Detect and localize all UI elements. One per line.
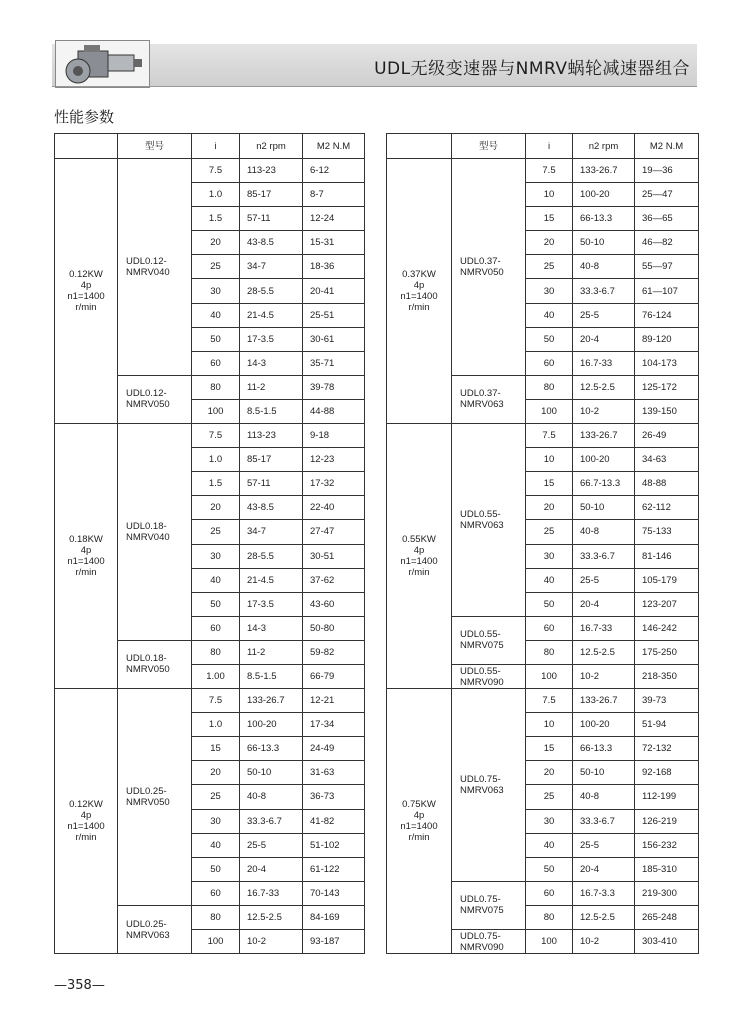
torque-cell: 175-250	[635, 640, 699, 664]
torque-cell: 55—97	[635, 255, 699, 279]
speed-cell: 85-17	[240, 183, 303, 207]
ratio-cell: 100	[192, 399, 240, 423]
torque-cell: 123-207	[635, 592, 699, 616]
torque-cell: 51-102	[303, 833, 365, 857]
torque-cell: 75-133	[635, 520, 699, 544]
model-line: NMRV090	[460, 676, 504, 688]
speed-cell: 40-8	[240, 785, 303, 809]
speed-cell: 28-5.5	[240, 544, 303, 568]
speed-cell: 133-26.7	[573, 689, 635, 713]
model-line: NMRV040	[126, 266, 170, 278]
ratio-cell: 15	[192, 737, 240, 761]
model-cell	[452, 930, 526, 954]
power-line: r/min	[75, 832, 97, 844]
speed-cell: 113-23	[240, 424, 303, 448]
model-cell	[452, 881, 526, 929]
power-line: r/min	[408, 567, 430, 579]
power-cell	[55, 689, 118, 954]
speed-cell: 57-11	[240, 207, 303, 231]
model-line: NMRV050	[460, 266, 504, 278]
ratio-cell: 1.0	[192, 448, 240, 472]
torque-cell: 17-32	[303, 472, 365, 496]
model-line: UDL0.25-	[126, 918, 167, 930]
model-line: NMRV050	[126, 664, 170, 676]
power-line: 0.18KW	[69, 534, 103, 546]
power-line: n1=1400	[67, 291, 105, 303]
speed-cell: 14-3	[240, 351, 303, 375]
header-divider	[52, 86, 697, 87]
ratio-cell: 50	[192, 857, 240, 881]
ratio-cell: 15	[526, 207, 573, 231]
torque-cell: 59-82	[303, 640, 365, 664]
ratio-cell: 25	[192, 785, 240, 809]
ratio-cell: 7.5	[192, 689, 240, 713]
speed-cell: 10-2	[573, 930, 635, 954]
header-torque: M2 N.M	[635, 134, 699, 159]
ratio-cell: 50	[526, 857, 573, 881]
model-cell	[452, 424, 526, 617]
power-line: n1=1400	[400, 821, 438, 833]
speed-cell: 66-13.3	[573, 207, 635, 231]
speed-cell: 43-8.5	[240, 496, 303, 520]
ratio-cell: 30	[192, 544, 240, 568]
torque-cell: 156-232	[635, 833, 699, 857]
header-row	[55, 134, 365, 159]
speed-cell: 12.5-2.5	[573, 375, 635, 399]
model-line: UDL0.55-	[460, 665, 501, 677]
ratio-cell: 1.00	[192, 664, 240, 688]
power-line: 4p	[413, 280, 425, 292]
power-line: 4p	[413, 545, 425, 557]
ratio-cell: 80	[192, 640, 240, 664]
table-row	[55, 424, 365, 448]
model-cell	[452, 664, 526, 688]
model-line: UDL0.18-	[126, 520, 167, 532]
ratio-cell: 80	[526, 375, 573, 399]
speed-cell: 10-2	[573, 664, 635, 688]
torque-cell: 76-124	[635, 303, 699, 327]
speed-cell: 100-20	[573, 448, 635, 472]
model-cell	[452, 375, 526, 423]
power-line: n1=1400	[67, 556, 105, 568]
power-cell	[55, 424, 118, 689]
ratio-cell: 50	[192, 592, 240, 616]
torque-cell: 219-300	[635, 881, 699, 905]
speed-cell: 17-3.5	[240, 327, 303, 351]
power-line: 4p	[413, 810, 425, 822]
model-line: UDL0.55-	[460, 508, 501, 520]
power-line: n1=1400	[400, 556, 438, 568]
speed-cell: 25-5	[573, 568, 635, 592]
ratio-cell: 60	[526, 351, 573, 375]
page-number: —358—	[54, 978, 105, 993]
power-line: 0.75KW	[402, 799, 436, 811]
speed-cell: 113-23	[240, 159, 303, 183]
ratio-cell: 40	[526, 303, 573, 327]
ratio-cell: 100	[192, 930, 240, 954]
speed-cell: 100-20	[240, 713, 303, 737]
model-line: NMRV063	[126, 929, 170, 941]
torque-cell: 50-80	[303, 616, 365, 640]
speed-cell: 14-3	[240, 616, 303, 640]
torque-cell: 61-122	[303, 857, 365, 881]
ratio-cell: 40	[192, 303, 240, 327]
speed-cell: 20-4	[240, 857, 303, 881]
model-line: NMRV075	[460, 905, 504, 917]
power-line: 4p	[80, 545, 92, 557]
ratio-cell: 50	[526, 592, 573, 616]
model-line: NMRV063	[460, 519, 504, 531]
torque-cell: 12-23	[303, 448, 365, 472]
ratio-cell: 30	[192, 809, 240, 833]
ratio-cell: 7.5	[526, 424, 573, 448]
power-line: n1=1400	[400, 291, 438, 303]
power-line: 0.37KW	[402, 269, 436, 281]
speed-cell: 66-13.3	[240, 737, 303, 761]
ratio-cell: 20	[192, 761, 240, 785]
speed-cell: 16.7-33	[573, 616, 635, 640]
ratio-cell: 60	[192, 616, 240, 640]
ratio-cell: 15	[526, 472, 573, 496]
ratio-cell: 25	[526, 785, 573, 809]
ratio-cell: 30	[526, 544, 573, 568]
speed-cell: 33.3-6.7	[573, 544, 635, 568]
speed-cell: 10-2	[573, 399, 635, 423]
speed-cell: 50-10	[573, 231, 635, 255]
ratio-cell: 60	[526, 881, 573, 905]
ratio-cell: 80	[192, 905, 240, 929]
model-cell	[452, 616, 526, 664]
torque-cell: 303-410	[635, 930, 699, 954]
speed-cell: 16.7-3.3	[573, 881, 635, 905]
torque-cell: 218-350	[635, 664, 699, 688]
table-row	[55, 689, 365, 713]
torque-cell: 39-78	[303, 375, 365, 399]
torque-cell: 61—107	[635, 279, 699, 303]
model-line: NMRV050	[126, 399, 170, 411]
speed-cell: 11-2	[240, 375, 303, 399]
table-row	[55, 159, 365, 183]
ratio-cell: 60	[192, 881, 240, 905]
speed-cell: 12.5-2.5	[573, 905, 635, 929]
header-power	[55, 134, 118, 159]
model-line: UDL0.18-	[126, 653, 167, 665]
torque-cell: 43-60	[303, 592, 365, 616]
header-torque: M2 N.M	[303, 134, 365, 159]
torque-cell: 12-24	[303, 207, 365, 231]
speed-cell: 25-5	[573, 833, 635, 857]
torque-cell: 146-242	[635, 616, 699, 640]
model-line: NMRV075	[460, 640, 504, 652]
header-speed: n2 rpm	[573, 134, 635, 159]
speed-cell: 133-26.7	[573, 424, 635, 448]
ratio-cell: 1.5	[192, 472, 240, 496]
table-row	[387, 689, 699, 713]
speed-cell: 66-13.3	[573, 737, 635, 761]
speed-cell: 33.3-6.7	[573, 279, 635, 303]
torque-cell: 30-61	[303, 327, 365, 351]
model-line: UDL0.75-	[460, 773, 501, 785]
speed-cell: 12.5-2.5	[240, 905, 303, 929]
torque-cell: 125-172	[635, 375, 699, 399]
torque-cell: 12-21	[303, 689, 365, 713]
torque-cell: 66-79	[303, 664, 365, 688]
model-cell	[118, 689, 192, 906]
ratio-cell: 20	[526, 761, 573, 785]
ratio-cell: 10	[526, 183, 573, 207]
ratio-cell: 40	[526, 833, 573, 857]
torque-cell: 26-49	[635, 424, 699, 448]
speed-cell: 16.7-33	[573, 351, 635, 375]
torque-cell: 8-7	[303, 183, 365, 207]
ratio-cell: 30	[526, 809, 573, 833]
ratio-cell: 80	[192, 375, 240, 399]
ratio-cell: 1.0	[192, 713, 240, 737]
power-line: 0.12KW	[69, 269, 103, 281]
power-cell	[387, 689, 452, 954]
ratio-cell: 1.0	[192, 183, 240, 207]
torque-cell: 36-73	[303, 785, 365, 809]
torque-cell: 81-146	[635, 544, 699, 568]
speed-cell: 33.3-6.7	[573, 809, 635, 833]
torque-cell: 51-94	[635, 713, 699, 737]
torque-cell: 20-41	[303, 279, 365, 303]
speed-cell: 40-8	[573, 785, 635, 809]
speed-cell: 8.5-1.5	[240, 664, 303, 688]
page-title: UDL无级变速器与NMRV蜗轮减速器组合	[374, 59, 690, 79]
header-model: 型号	[452, 134, 526, 159]
ratio-cell: 10	[526, 713, 573, 737]
ratio-cell: 30	[526, 279, 573, 303]
torque-cell: 24-49	[303, 737, 365, 761]
ratio-cell: 40	[192, 833, 240, 857]
model-cell	[118, 905, 192, 953]
torque-cell: 36—65	[635, 207, 699, 231]
torque-cell: 89-120	[635, 327, 699, 351]
torque-cell: 72-132	[635, 737, 699, 761]
speed-cell: 25-5	[573, 303, 635, 327]
ratio-cell: 15	[526, 737, 573, 761]
torque-cell: 44-88	[303, 399, 365, 423]
torque-cell: 34-63	[635, 448, 699, 472]
torque-cell: 84-169	[303, 905, 365, 929]
torque-cell: 265-248	[635, 905, 699, 929]
torque-cell: 15-31	[303, 231, 365, 255]
speed-cell: 25-5	[240, 833, 303, 857]
model-line: UDL0.37-	[460, 255, 501, 267]
header-ratio: i	[526, 134, 573, 159]
power-line: r/min	[408, 302, 430, 314]
torque-cell: 25—47	[635, 183, 699, 207]
speed-cell: 133-26.7	[240, 689, 303, 713]
torque-cell: 17-34	[303, 713, 365, 737]
torque-cell: 18-36	[303, 255, 365, 279]
torque-cell: 126-219	[635, 809, 699, 833]
ratio-cell: 7.5	[192, 159, 240, 183]
model-line: UDL0.55-	[460, 629, 501, 641]
header-power	[387, 134, 452, 159]
speed-cell: 16.7-33	[240, 881, 303, 905]
ratio-cell: 7.5	[192, 424, 240, 448]
ratio-cell: 100	[526, 399, 573, 423]
ratio-cell: 25	[526, 520, 573, 544]
ratio-cell: 20	[526, 231, 573, 255]
speed-cell: 57-11	[240, 472, 303, 496]
torque-cell: 9-18	[303, 424, 365, 448]
ratio-cell: 25	[192, 255, 240, 279]
header-speed: n2 rpm	[240, 134, 303, 159]
torque-cell: 41-82	[303, 809, 365, 833]
torque-cell: 35-71	[303, 351, 365, 375]
power-line: 4p	[80, 280, 92, 292]
speed-cell: 8.5-1.5	[240, 399, 303, 423]
ratio-cell: 100	[526, 664, 573, 688]
speed-cell: 85-17	[240, 448, 303, 472]
model-line: UDL0.37-	[460, 388, 501, 400]
header-model: 型号	[118, 134, 192, 159]
speed-cell: 21-4.5	[240, 303, 303, 327]
speed-cell: 17-3.5	[240, 592, 303, 616]
ratio-cell: 7.5	[526, 159, 573, 183]
speed-cell: 50-10	[573, 496, 635, 520]
header-row	[387, 134, 699, 159]
ratio-cell: 50	[526, 327, 573, 351]
torque-cell: 19—36	[635, 159, 699, 183]
ratio-cell: 40	[192, 568, 240, 592]
torque-cell: 25-51	[303, 303, 365, 327]
speed-cell: 20-4	[573, 327, 635, 351]
model-line: NMRV040	[126, 531, 170, 543]
torque-cell: 185-310	[635, 857, 699, 881]
speed-cell: 133-26.7	[573, 159, 635, 183]
power-line: r/min	[408, 832, 430, 844]
model-cell	[118, 159, 192, 376]
ratio-cell: 20	[526, 496, 573, 520]
speed-cell: 100-20	[573, 713, 635, 737]
model-line: UDL0.75-	[460, 930, 501, 942]
torque-cell: 93-187	[303, 930, 365, 954]
speed-cell: 28-5.5	[240, 279, 303, 303]
ratio-cell: 100	[526, 930, 573, 954]
power-line: r/min	[75, 302, 97, 314]
model-line: UDL0.12-	[126, 255, 167, 267]
torque-cell: 6-12	[303, 159, 365, 183]
torque-cell: 27-47	[303, 520, 365, 544]
ratio-cell: 60	[192, 351, 240, 375]
power-cell	[55, 159, 118, 424]
ratio-cell: 25	[192, 520, 240, 544]
ratio-cell: 50	[192, 327, 240, 351]
ratio-cell: 20	[192, 231, 240, 255]
table-row	[387, 424, 699, 448]
torque-cell: 70-143	[303, 881, 365, 905]
model-line: NMRV063	[460, 399, 504, 411]
ratio-cell: 1.5	[192, 207, 240, 231]
ratio-cell: 80	[526, 640, 573, 664]
model-line: UDL0.25-	[126, 785, 167, 797]
header-ratio: i	[192, 134, 240, 159]
speed-cell: 20-4	[573, 592, 635, 616]
speed-cell: 10-2	[240, 930, 303, 954]
speed-cell: 66.7-13.3	[573, 472, 635, 496]
speed-cell: 11-2	[240, 640, 303, 664]
model-line: UDL0.12-	[126, 388, 167, 400]
speed-cell: 34-7	[240, 255, 303, 279]
power-line: 4p	[80, 810, 92, 822]
model-cell	[452, 159, 526, 376]
model-cell	[118, 424, 192, 641]
section-title: 性能参数	[54, 108, 115, 126]
spec-table-right	[386, 133, 699, 954]
speed-cell: 43-8.5	[240, 231, 303, 255]
gearbox-logo-icon	[55, 40, 150, 88]
torque-cell: 105-179	[635, 568, 699, 592]
speed-cell: 12.5-2.5	[573, 640, 635, 664]
spec-table-left	[54, 133, 365, 954]
ratio-cell: 30	[192, 279, 240, 303]
power-line: n1=1400	[67, 821, 105, 833]
speed-cell: 100-20	[573, 183, 635, 207]
model-line: NMRV050	[126, 796, 170, 808]
model-line: NMRV090	[460, 941, 504, 953]
model-cell	[118, 640, 192, 688]
torque-cell: 31-63	[303, 761, 365, 785]
ratio-cell: 10	[526, 448, 573, 472]
ratio-cell: 20	[192, 496, 240, 520]
torque-cell: 37-62	[303, 568, 365, 592]
speed-cell: 20-4	[573, 857, 635, 881]
speed-cell: 21-4.5	[240, 568, 303, 592]
torque-cell: 112-199	[635, 785, 699, 809]
ratio-cell: 7.5	[526, 689, 573, 713]
table-row	[387, 159, 699, 183]
model-cell	[452, 689, 526, 882]
power-line: 0.55KW	[402, 534, 436, 546]
ratio-cell: 60	[526, 616, 573, 640]
torque-cell: 92-168	[635, 761, 699, 785]
model-cell	[118, 375, 192, 423]
ratio-cell: 25	[526, 255, 573, 279]
speed-cell: 50-10	[573, 761, 635, 785]
power-cell	[387, 159, 452, 424]
speed-cell: 50-10	[240, 761, 303, 785]
torque-cell: 104-173	[635, 351, 699, 375]
torque-cell: 139-150	[635, 399, 699, 423]
torque-cell: 22-40	[303, 496, 365, 520]
torque-cell: 30-51	[303, 544, 365, 568]
speed-cell: 40-8	[573, 255, 635, 279]
model-line: NMRV063	[460, 784, 504, 796]
power-cell	[387, 424, 452, 689]
model-line: UDL0.75-	[460, 894, 501, 906]
torque-cell: 62-112	[635, 496, 699, 520]
torque-cell: 46—82	[635, 231, 699, 255]
ratio-cell: 40	[526, 568, 573, 592]
speed-cell: 40-8	[573, 520, 635, 544]
ratio-cell: 80	[526, 905, 573, 929]
power-line: 0.12KW	[69, 799, 103, 811]
torque-cell: 48-88	[635, 472, 699, 496]
power-line: r/min	[75, 567, 97, 579]
speed-cell: 33.3-6.7	[240, 809, 303, 833]
torque-cell: 39-73	[635, 689, 699, 713]
speed-cell: 34-7	[240, 520, 303, 544]
